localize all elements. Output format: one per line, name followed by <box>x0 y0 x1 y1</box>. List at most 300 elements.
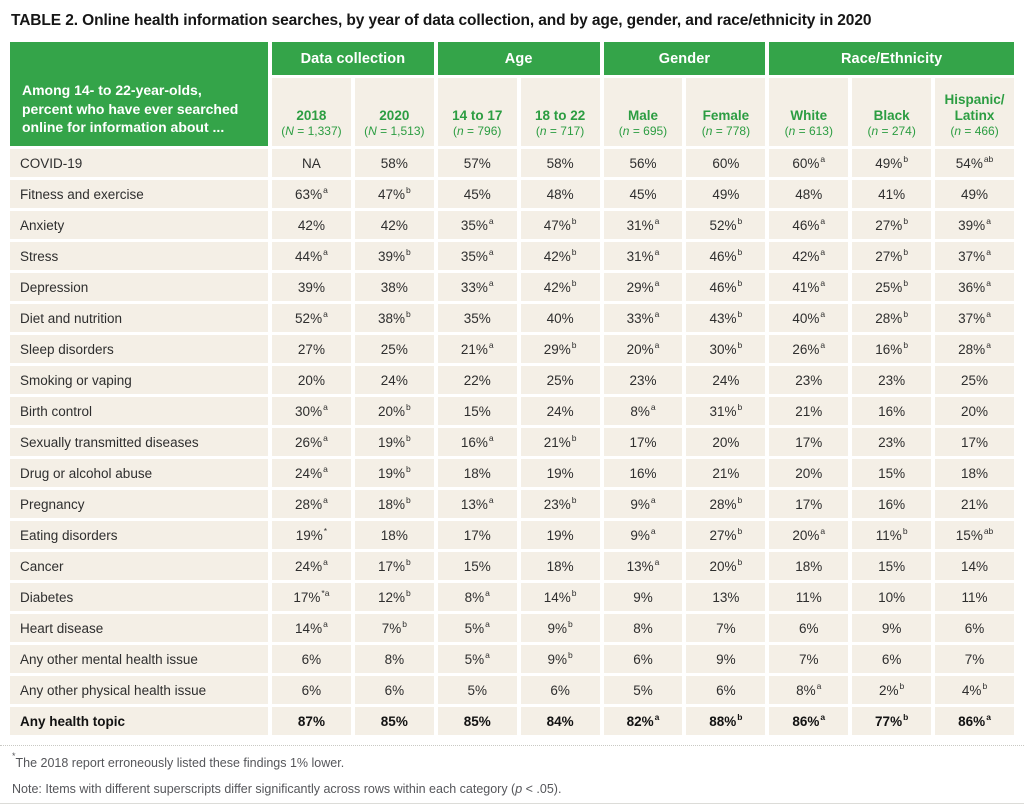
column-header-white <box>769 78 848 146</box>
column-header-hispanic-latinx <box>935 78 1014 146</box>
superscript: a <box>820 154 826 164</box>
cell: 39% $^a$ <box>935 211 1014 239</box>
cell: 6% <box>769 614 848 642</box>
cell: 58% <box>521 149 600 177</box>
bottom-rule <box>0 803 1024 804</box>
cell: 23% <box>852 428 931 456</box>
superscript: b <box>982 681 988 691</box>
column-n: (N = 1,337) <box>281 124 342 139</box>
n-variable: n <box>457 124 464 139</box>
cell: 24% $^a$ <box>272 552 351 580</box>
cell: 63% $^a$ <box>272 180 351 208</box>
n-variable: N <box>368 124 377 139</box>
superscript: a <box>323 557 328 567</box>
superscript: b <box>405 309 411 319</box>
cell: 25% <box>935 366 1014 394</box>
cell: 19% <box>521 521 600 549</box>
column-n: (n = 695) <box>618 124 668 139</box>
cell: 19% * <box>272 521 351 549</box>
footnote-note-tail: < .05). <box>522 782 562 797</box>
row-label: Any other physical health issue <box>10 676 268 704</box>
cell: 20% <box>935 397 1014 425</box>
cell: 33% $^a$ <box>438 273 517 301</box>
cell: 22% <box>438 366 517 394</box>
cell: 13% $^a$ <box>438 490 517 518</box>
superscript: b <box>571 247 577 257</box>
superscript: a <box>650 402 656 412</box>
superscript: b <box>737 247 743 257</box>
n-variable: n <box>788 124 796 139</box>
cell: 9% $^a$ <box>604 490 683 518</box>
cell: 8% $^a$ <box>438 583 517 611</box>
cell: 46% $^b$ <box>686 242 765 270</box>
cell: 37% $^a$ <box>935 304 1014 332</box>
cell: 13% <box>686 583 765 611</box>
cell: 17% <box>769 428 848 456</box>
cell: 10% <box>852 583 931 611</box>
group-header-gender: Gender <box>604 42 766 75</box>
cell: 14% <box>935 552 1014 580</box>
cell: 17% <box>769 490 848 518</box>
superscript: b <box>903 216 909 226</box>
group-header-race-ethnicity: Race/Ethnicity <box>769 42 1014 75</box>
cell: 5% <box>604 676 683 704</box>
cell: 6% <box>521 676 600 704</box>
cell: 37% $^a$ <box>935 242 1014 270</box>
superscript: b <box>405 557 411 567</box>
cell: 31% $^b$ <box>686 397 765 425</box>
superscript: b <box>737 278 743 288</box>
cell: 39% <box>272 273 351 301</box>
superscript: ab <box>983 154 994 164</box>
cell: 49% <box>935 180 1014 208</box>
superscript: a <box>654 247 660 257</box>
superscript: b <box>567 619 573 629</box>
superscript: b <box>903 278 909 288</box>
superscript: ab <box>983 526 994 536</box>
cell: 21% <box>935 490 1014 518</box>
n-variable: N <box>285 124 294 139</box>
cell: 35% $^a$ <box>438 242 517 270</box>
cell: 77% $^b$ <box>852 707 931 735</box>
superscript: a <box>986 247 991 257</box>
cell: 36% $^a$ <box>935 273 1014 301</box>
row-label: Fitness and exercise <box>10 180 268 208</box>
cell: 86% $^a$ <box>935 707 1014 735</box>
cell: 21% $^a$ <box>438 335 517 363</box>
cell: 58% <box>355 149 434 177</box>
cell: 35% <box>438 304 517 332</box>
superscript: a <box>323 247 328 257</box>
cell: 19% <box>521 459 600 487</box>
row-label: Diabetes <box>10 583 268 611</box>
cell: 31% $^a$ <box>604 211 683 239</box>
cell: 31% $^a$ <box>604 242 683 270</box>
superscript: a <box>820 340 826 350</box>
cell: 16% <box>852 490 931 518</box>
row-label: Stress <box>10 242 268 270</box>
asterisk-symbol: * <box>12 751 16 761</box>
superscript: b <box>571 278 577 288</box>
cell: 6% <box>604 645 683 673</box>
superscript: a <box>820 712 826 722</box>
cell: 17% $^{*a}$ <box>272 583 351 611</box>
cell: 25% <box>521 366 600 394</box>
footnote-note <box>12 781 1014 797</box>
superscript: b <box>405 185 411 195</box>
cell: 39% $^b$ <box>355 242 434 270</box>
cell: 41% <box>852 180 931 208</box>
superscript: a <box>654 278 660 288</box>
cell: 27% <box>272 335 351 363</box>
column-name: Male <box>627 107 658 123</box>
superscript: b <box>899 681 905 691</box>
column-name: Female <box>702 107 750 123</box>
row-label: Cancer <box>10 552 268 580</box>
cell: 29% $^b$ <box>521 335 600 363</box>
cell: 27% $^b$ <box>852 242 931 270</box>
cell: 20% <box>769 459 848 487</box>
row-label: Heart disease <box>10 614 268 642</box>
cell: 17% <box>438 521 517 549</box>
cell: 28% $^a$ <box>272 490 351 518</box>
cell: 24% <box>521 397 600 425</box>
cell: 18% <box>935 459 1014 487</box>
cell: 87% <box>272 707 351 735</box>
superscript: b <box>405 464 411 474</box>
cell: 86% $^a$ <box>769 707 848 735</box>
cell: 5% $^a$ <box>438 614 517 642</box>
footnotes <box>10 751 1014 798</box>
superscript: b <box>571 216 577 226</box>
cell: 5% $^a$ <box>438 645 517 673</box>
cell: 5% <box>438 676 517 704</box>
cell: 19% $^b$ <box>355 459 434 487</box>
superscript: a <box>820 278 826 288</box>
cell: 28% $^b$ <box>686 490 765 518</box>
cell: 9% <box>686 645 765 673</box>
cell: 24% $^a$ <box>272 459 351 487</box>
cell: 52% $^a$ <box>272 304 351 332</box>
superscript: b <box>571 588 577 598</box>
cell: 15% <box>852 459 931 487</box>
superscript: a <box>654 557 660 567</box>
cell: 6% <box>852 645 931 673</box>
table-title: TABLE 2. Online health information searches, by year of data collection, and by age, gender, and race/ethnicity in 2020 <box>11 12 872 29</box>
superscript: b <box>902 526 908 536</box>
cell: 45% <box>438 180 517 208</box>
row-label: Anxiety <box>10 211 268 239</box>
cell: 57% <box>438 149 517 177</box>
superscript: a <box>488 433 494 443</box>
cell: 56% <box>604 149 683 177</box>
superscript: a <box>323 433 328 443</box>
cell: 20% $^b$ <box>686 552 765 580</box>
superscript: *a <box>321 588 330 598</box>
cell: 18% $^b$ <box>355 490 434 518</box>
superscript: a <box>485 650 490 660</box>
cell: 43% $^b$ <box>686 304 765 332</box>
cell: 23% <box>852 366 931 394</box>
superscript: a <box>986 340 991 350</box>
column-header-18-to-22 <box>521 78 600 146</box>
cell: 23% $^b$ <box>521 490 600 518</box>
cell: 11% $^b$ <box>852 521 931 549</box>
superscript: a <box>820 216 826 226</box>
superscript: b <box>405 402 411 412</box>
superscript: b <box>737 526 743 536</box>
cell: 42% $^a$ <box>769 242 848 270</box>
cell: 82% $^a$ <box>604 707 683 735</box>
cell: 24% <box>686 366 765 394</box>
cell: 15% <box>438 397 517 425</box>
superscript: b <box>903 154 909 164</box>
cell: 16% <box>604 459 683 487</box>
cell: 42% $^b$ <box>521 242 600 270</box>
cell: 28% $^a$ <box>935 335 1014 363</box>
cell: 16% $^b$ <box>852 335 931 363</box>
cell: 47% $^b$ <box>521 211 600 239</box>
cell: 6% <box>935 614 1014 642</box>
superscript: a <box>654 309 660 319</box>
cell: 25% $^b$ <box>852 273 931 301</box>
superscript: a <box>986 216 991 226</box>
cell: 14% $^a$ <box>272 614 351 642</box>
column-header-14-to-17 <box>438 78 517 146</box>
row-label: Depression <box>10 273 268 301</box>
column-header-male <box>604 78 683 146</box>
row-label: COVID-19 <box>10 149 268 177</box>
cell: 35% $^a$ <box>438 211 517 239</box>
cell: 15% <box>852 552 931 580</box>
cell: 42% <box>355 211 434 239</box>
superscript: a <box>820 526 826 536</box>
cell: 49% <box>686 180 765 208</box>
cell: 30% $^b$ <box>686 335 765 363</box>
superscript: a <box>986 712 991 722</box>
cell: 38% $^b$ <box>355 304 434 332</box>
cell: 12% $^b$ <box>355 583 434 611</box>
cell: 9% <box>604 583 683 611</box>
superscript: a <box>485 588 490 598</box>
row-label: Any health topic <box>10 707 268 735</box>
footnote-note-pvar: p <box>515 782 523 797</box>
cell: 17% <box>935 428 1014 456</box>
row-label: Any other mental health issue <box>10 645 268 673</box>
cell: 20% $^b$ <box>355 397 434 425</box>
superscript: b <box>903 712 909 722</box>
cell: 88% $^b$ <box>686 707 765 735</box>
superscript: b <box>737 340 743 350</box>
cell: 6% <box>355 676 434 704</box>
superscript: a <box>816 681 822 691</box>
superscript: * <box>323 526 328 536</box>
cell: 18% <box>769 552 848 580</box>
superscript: a <box>820 247 826 257</box>
superscript: b <box>737 402 743 412</box>
cell: 7% <box>686 614 765 642</box>
cell: 18% <box>521 552 600 580</box>
cell: 18% <box>355 521 434 549</box>
column-header-black <box>852 78 931 146</box>
cell: 8% $^a$ <box>604 397 683 425</box>
group-header-age: Age <box>438 42 600 75</box>
column-n: (n = 466) <box>950 124 999 139</box>
cell: 25% <box>355 335 434 363</box>
n-variable: n <box>539 124 547 139</box>
cell: 16% <box>852 397 931 425</box>
column-n: (n = 796) <box>453 124 502 139</box>
cell: 20% $^a$ <box>769 521 848 549</box>
cell: 52% $^b$ <box>686 211 765 239</box>
cell: 9% $^b$ <box>521 645 600 673</box>
superscript: a <box>323 309 328 319</box>
superscript: b <box>903 247 909 257</box>
superscript: b <box>571 495 577 505</box>
column-n: (n = 717) <box>535 124 585 139</box>
row-label: Birth control <box>10 397 268 425</box>
cell: 42% $^b$ <box>521 273 600 301</box>
cell: 48% <box>769 180 848 208</box>
cell: 42% <box>272 211 351 239</box>
cell: 33% $^a$ <box>604 304 683 332</box>
cell: 14% $^b$ <box>521 583 600 611</box>
row-label: Drug or alcohol abuse <box>10 459 268 487</box>
cell: 13% $^a$ <box>604 552 683 580</box>
superscript: a <box>654 216 660 226</box>
superscript: a <box>488 495 494 505</box>
superscript: a <box>488 247 494 257</box>
cell: 19% $^b$ <box>355 428 434 456</box>
n-variable: n <box>954 124 962 139</box>
cell: 47% $^b$ <box>355 180 434 208</box>
cell: 9% <box>852 614 931 642</box>
cell: 84% <box>521 707 600 735</box>
superscript: a <box>323 185 328 195</box>
row-label: Pregnancy <box>10 490 268 518</box>
superscript: a <box>654 712 660 722</box>
column-name: 2020 <box>379 107 410 123</box>
cell: 21% <box>686 459 765 487</box>
column-header-2020 <box>355 78 434 146</box>
cell: 6% <box>686 676 765 704</box>
group-header-data-collection: Data collection <box>272 42 434 75</box>
superscript: b <box>571 433 577 443</box>
cell: 9% $^b$ <box>521 614 600 642</box>
cell: 26% $^a$ <box>272 428 351 456</box>
cell: 21% <box>769 397 848 425</box>
column-name: White <box>790 107 828 123</box>
cell: 6% <box>272 645 351 673</box>
cell: 27% $^b$ <box>852 211 931 239</box>
superscript: b <box>567 650 573 660</box>
superscript: b <box>571 340 577 350</box>
superscript: a <box>323 402 328 412</box>
superscript: b <box>903 340 909 350</box>
cell: 17% $^b$ <box>355 552 434 580</box>
cell: 48% <box>521 180 600 208</box>
superscript: b <box>405 433 411 443</box>
column-header-2018 <box>272 78 351 146</box>
superscript: b <box>737 712 743 722</box>
superscript: a <box>488 216 494 226</box>
cell: 20% <box>272 366 351 394</box>
cell: 9% $^a$ <box>604 521 683 549</box>
stub-header: Among 14- to 22-year-olds, percent who have ever searched online for information about ... <box>10 42 268 146</box>
superscript: a <box>323 495 328 505</box>
cell: 21% $^b$ <box>521 428 600 456</box>
column-name: 14 to 17 <box>452 107 503 123</box>
superscript: b <box>405 247 411 257</box>
superscript: a <box>488 340 494 350</box>
cell: 24% <box>355 366 434 394</box>
cell: 20% <box>686 428 765 456</box>
cell: 54% $^{ab}$ <box>935 149 1014 177</box>
divider-line <box>0 745 1024 746</box>
cell: 27% $^b$ <box>686 521 765 549</box>
superscript: b <box>737 495 743 505</box>
cell: 15% $^{ab}$ <box>935 521 1014 549</box>
row-label: Sleep disorders <box>10 335 268 363</box>
superscript: a <box>488 278 494 288</box>
cell: 11% <box>769 583 848 611</box>
n-variable: n <box>871 124 879 139</box>
superscript: a <box>650 495 656 505</box>
cell: 8% $^a$ <box>769 676 848 704</box>
cell: 11% <box>935 583 1014 611</box>
superscript: a <box>485 619 490 629</box>
footnote-asterisk <box>12 751 1014 771</box>
superscript: a <box>986 309 991 319</box>
column-n: (n = 613) <box>784 124 833 139</box>
health-table <box>10 42 1014 735</box>
cell: 85% <box>355 707 434 735</box>
cell: 7% <box>935 645 1014 673</box>
cell: NA <box>272 149 351 177</box>
cell: 38% <box>355 273 434 301</box>
column-header-female <box>686 78 765 146</box>
cell: 16% $^a$ <box>438 428 517 456</box>
superscript: b <box>737 309 743 319</box>
cell: 60% $^a$ <box>769 149 848 177</box>
superscript: b <box>737 557 743 567</box>
row-label: Sexually transmitted diseases <box>10 428 268 456</box>
column-n: (N = 1,513) <box>364 124 425 139</box>
column-n: (n = 778) <box>701 124 751 139</box>
cell: 23% <box>604 366 683 394</box>
cell: 40% <box>521 304 600 332</box>
cell: 8% <box>604 614 683 642</box>
row-label: Eating disorders <box>10 521 268 549</box>
n-variable: n <box>705 124 713 139</box>
cell: 26% $^a$ <box>769 335 848 363</box>
row-label: Diet and nutrition <box>10 304 268 332</box>
cell: 23% <box>769 366 848 394</box>
cell: 30% $^a$ <box>272 397 351 425</box>
cell: 7% <box>769 645 848 673</box>
cell: 40% $^a$ <box>769 304 848 332</box>
superscript: a <box>323 464 328 474</box>
cell: 28% $^b$ <box>852 304 931 332</box>
superscript: b <box>405 495 411 505</box>
cell: 44% $^a$ <box>272 242 351 270</box>
superscript: b <box>737 216 743 226</box>
cell: 15% <box>438 552 517 580</box>
cell: 29% $^a$ <box>604 273 683 301</box>
superscript: a <box>654 340 660 350</box>
superscript: b <box>402 619 407 629</box>
superscript: a <box>820 309 826 319</box>
